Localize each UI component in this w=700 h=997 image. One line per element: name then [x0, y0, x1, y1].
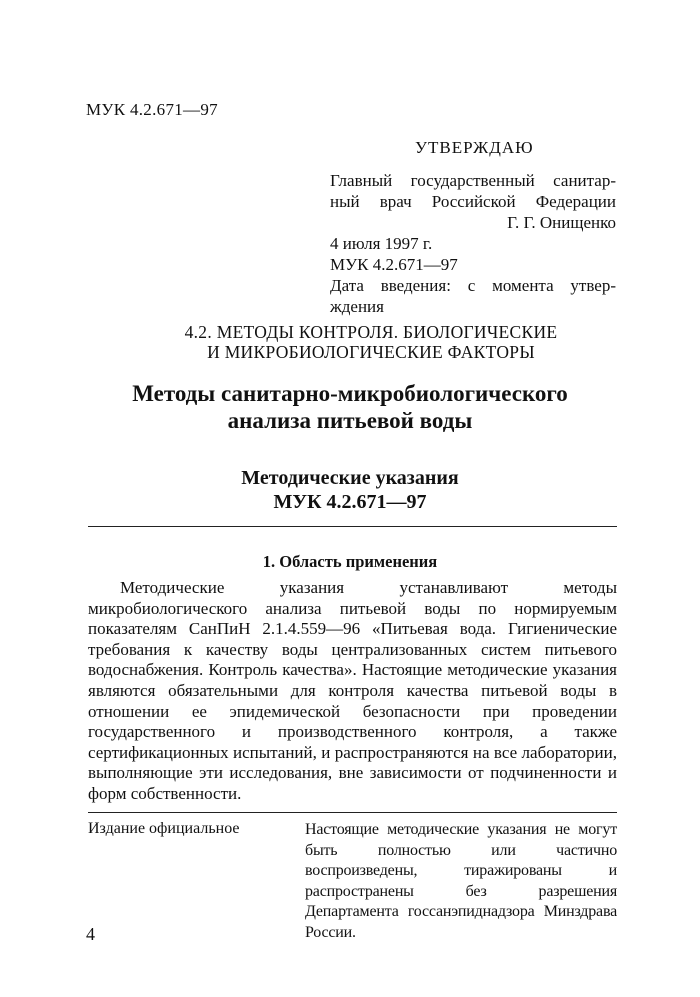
divider-top [88, 526, 617, 527]
section1-paragraph: Методические указания устанавливают методы микробиологического анализа питьевой воды по нормируемым показателям СанПиН 2.1.4.559—96 «Питьевая вода. Гигиенические требования к качеству воды централизованных систем питьевого водоснабжения. Контроль качества». Настоящие методические указания являются обязательными для контроля качества питьевой воды в отношении ее эпидемической безопасности при проведении государственного и производственного контроля, а также сертификационных испытаний, и распространяются на все лаборатории, выполняющие эти исследования, вне зависимости от подчиненности и форм собственности. [88, 578, 617, 803]
document-title-line2: анализа питьевой воды [227, 408, 473, 433]
effective-date-line1: Дата введения: с момента утвер- [330, 276, 616, 295]
section-heading-line1: 4.2. МЕТОДЫ КОНТРОЛЯ. БИОЛОГИЧЕСКИЕ [184, 322, 558, 342]
section1-heading: 1. Область применения [262, 552, 438, 571]
approval-position-line1: Главный государственный санитар- [330, 171, 616, 190]
document-code: МУК 4.2.671—97 [86, 100, 218, 119]
approval-heading: УТВЕРЖДАЮ [415, 138, 534, 157]
document-subtitle [0, 466, 700, 514]
approval-position-line2: ный врач Российской Федерации [330, 192, 616, 211]
section1-body [88, 578, 617, 805]
effective-date-line2: ждения [330, 297, 384, 316]
section-heading [0, 322, 700, 362]
approval-block [330, 170, 616, 317]
approval-signatory: Г. Г. Онищенко [507, 213, 616, 232]
document-subtitle-line1: Методические указания [241, 467, 459, 489]
approval-date: 4 июля 1997 г. [330, 234, 433, 253]
document-title [0, 380, 700, 434]
document-title-line1: Методы санитарно-микробиологического [132, 381, 568, 406]
copyright-notice: Настоящие методические указания не могут быть полностью или частично воспроизведены, тиражированы и распространены без разрешения Департамента госсанэпиднадзора Минздрава России. [305, 821, 617, 941]
section-heading-line2: И МИКРОБИОЛОГИЧЕСКИЕ ФАКТОРЫ [207, 342, 535, 362]
page-number: 4 [86, 924, 95, 944]
document-subtitle-line2: МУК 4.2.671—97 [273, 491, 427, 513]
divider-bottom [88, 812, 617, 813]
approval-code: МУК 4.2.671—97 [330, 255, 458, 274]
edition-label: Издание официальное [88, 820, 240, 837]
